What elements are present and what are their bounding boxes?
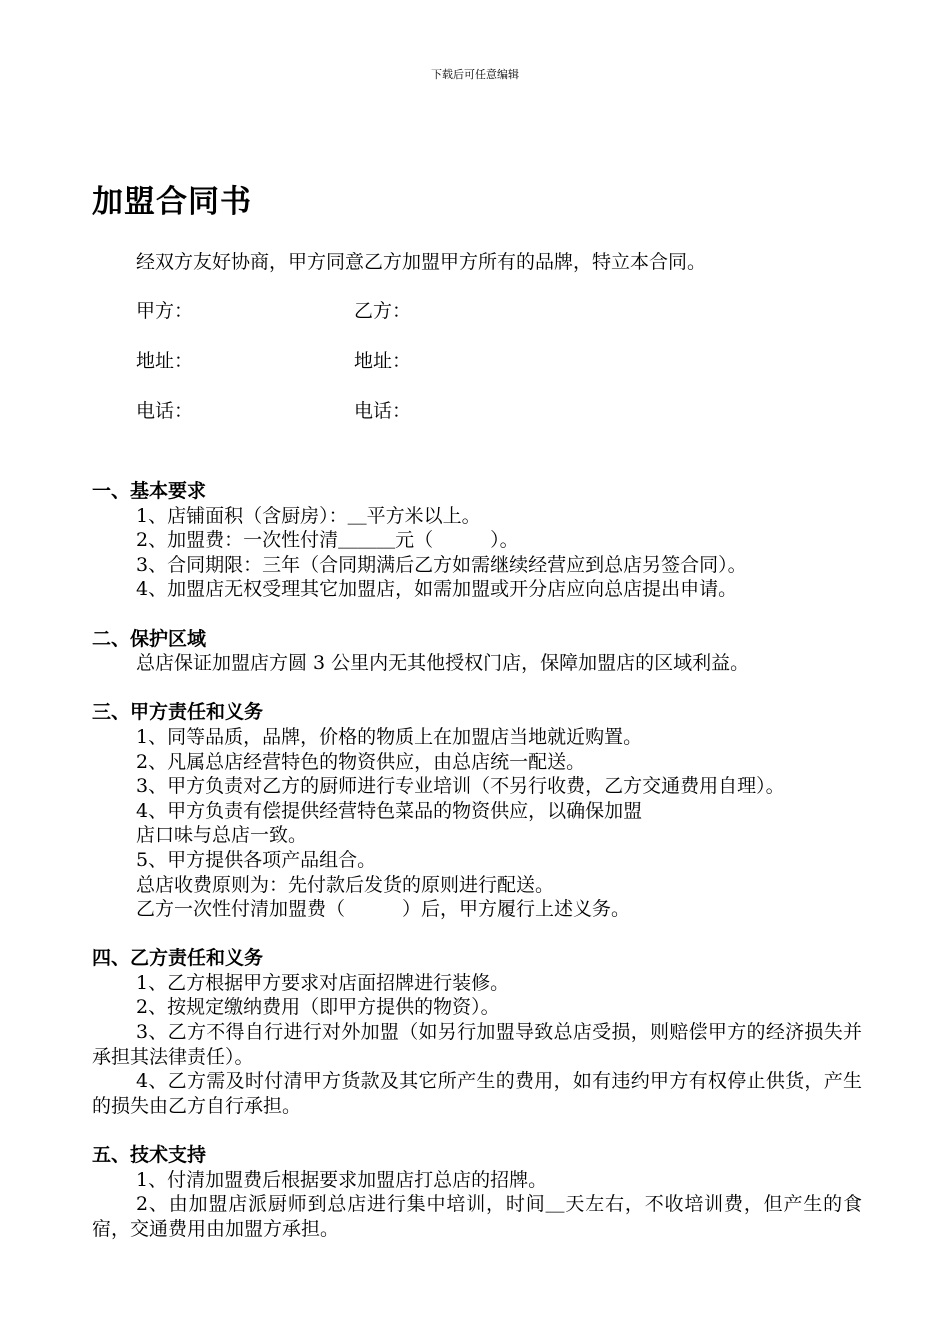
section-title: 二、保护区域 bbox=[92, 627, 207, 650]
section-line: 店口味与总店一致。 bbox=[136, 824, 308, 847]
section-line: 4、加盟店无权受理其它加盟店，如需加盟或开分店应向总店提出申请。 bbox=[136, 578, 738, 601]
section-line: 乙方一次性付清加盟费（ ）后，甲方履行上述义务。 bbox=[136, 898, 631, 921]
party-row-phone bbox=[136, 396, 412, 423]
section-line: 5、甲方提供各项产品组合。 bbox=[136, 848, 377, 871]
contract-section bbox=[92, 700, 862, 921]
contract-section bbox=[92, 627, 862, 676]
header-note: 下载后可任意编辑 bbox=[431, 68, 519, 81]
section-line: 1、店铺面积（含厨房）：＿平方米以上。 bbox=[136, 504, 481, 527]
intro-paragraph: 经双方友好协商，甲方同意乙方加盟甲方所有的品牌，特立本合同。 bbox=[136, 251, 707, 273]
contract-body bbox=[92, 479, 862, 1266]
party-row-address bbox=[136, 346, 412, 373]
section-line: 1、付清加盟费后根据要求加盟店打总店的招牌。 bbox=[136, 1168, 548, 1191]
section-title: 三、甲方责任和义务 bbox=[92, 701, 264, 724]
section-line: 总店收费原则为：先付款后发货的原则进行配送。 bbox=[136, 873, 555, 896]
party-a-address-label: 地址： bbox=[136, 350, 194, 372]
party-row-name bbox=[136, 296, 412, 323]
party-a-name-label: 甲方： bbox=[136, 300, 194, 322]
section-title: 一、基本要求 bbox=[92, 480, 207, 502]
section-line: 3、乙方不得自行进行对外加盟（如另行加盟导致总店受损，则赔偿甲方的经济损失并承担其法律责任）。 bbox=[92, 1021, 862, 1068]
section-line: 2、凡属总店经营特色的物资供应，由总店统一配送。 bbox=[136, 750, 586, 773]
party-a-phone-label: 电话： bbox=[136, 400, 194, 422]
party-b-phone-label: 电话： bbox=[354, 400, 412, 422]
contract-section bbox=[92, 946, 862, 1118]
section-line: 3、甲方负责对乙方的厨师进行专业培训（不另行收费，乙方交通费用自理）。 bbox=[136, 775, 785, 798]
document-title: 加盟合同书 bbox=[92, 184, 252, 220]
section-line: 2、加盟费：一次性付清＿＿＿元（ ）。 bbox=[136, 529, 519, 552]
section-title: 四、乙方责任和义务 bbox=[92, 947, 264, 970]
section-line: 总店保证加盟店方圆 3 公里内无其他授权门店，保障加盟店的区域利益。 bbox=[136, 652, 750, 675]
section-line: 2、由加盟店派厨师到总店进行集中培训，时间＿天左右，不收培训费，但产生的食宿，交通费用由加盟方承担。 bbox=[92, 1193, 862, 1240]
contract-section bbox=[92, 479, 862, 602]
party-b-address-label: 地址： bbox=[354, 350, 412, 372]
section-line: 2、按规定缴纳费用（即甲方提供的物资）。 bbox=[136, 996, 500, 1019]
section-line: 4、乙方需及时付清甲方货款及其它所产生的费用，如有违约甲方有权停止供货，产生的损失由乙方自行承担。 bbox=[92, 1070, 862, 1117]
section-line: 1、乙方根据甲方要求对店面招牌进行装修。 bbox=[136, 971, 510, 994]
section-line: 1、同等品质，品牌，价格的物质上在加盟店当地就近购置。 bbox=[136, 725, 643, 748]
section-line: 4、甲方负责有偿提供经营特色菜品的物资供应，以确保加盟 bbox=[136, 799, 643, 822]
party-b-name-label: 乙方： bbox=[354, 300, 412, 322]
contract-section bbox=[92, 1143, 862, 1241]
section-title: 五、技术支持 bbox=[92, 1144, 207, 1167]
section-line: 3、合同期限：三年（合同期满后乙方如需继续经营应到总店另签合同）。 bbox=[136, 553, 747, 576]
